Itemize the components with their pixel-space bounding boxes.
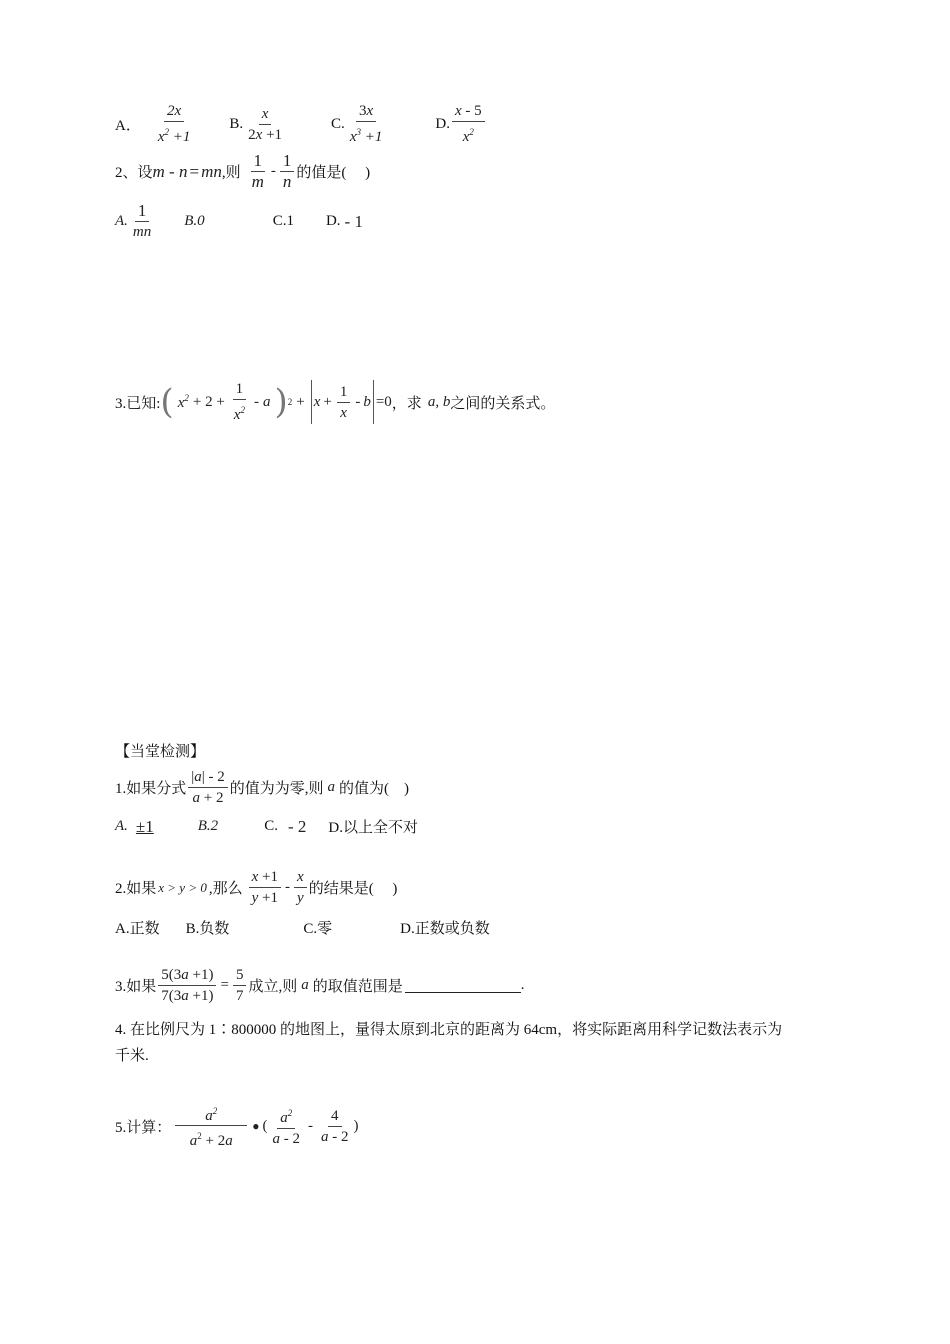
t1-option-c-value: - 2 bbox=[287, 816, 307, 836]
q3-prefix: 3.已知: bbox=[115, 395, 161, 412]
t3-suffix: 的取值范围是 bbox=[312, 979, 403, 995]
t4-line-2: 千米. bbox=[115, 1048, 149, 1064]
t2-mid: ,那么 bbox=[208, 881, 243, 897]
t2-option-a: A.正数 bbox=[115, 921, 160, 937]
t3-fraction-right: $\frac{5}{7}$ bbox=[233, 966, 247, 1005]
t3-end: . bbox=[520, 977, 525, 993]
t2-option-d: D.正数或负数 bbox=[400, 921, 490, 937]
q3-mid: ，求 bbox=[391, 395, 422, 412]
q1-option-d-label: D. bbox=[435, 115, 450, 132]
t1-var: a bbox=[327, 779, 336, 795]
t2-option-b: B.负数 bbox=[185, 921, 230, 937]
q3-stem: 3.已知: ( $x^2$ + 2 + $\frac{1}{x^2}$ - a ) 2 + x + $\frac{1}{x}$ - b =0 ，求 a, b 之间的关系式。 bbox=[115, 381, 556, 423]
q1-option-c-fraction: $\frac{3x}{x^3 +1}$ bbox=[349, 103, 383, 145]
q1-option-c-label: C. bbox=[331, 115, 345, 132]
t1-fraction: $\frac{|a| - 2}{a + 2}$ bbox=[188, 768, 228, 807]
q2-option-b: B.0 bbox=[184, 213, 205, 229]
t5-fraction-2: $\frac{a^2}{a - 2}$ bbox=[270, 1104, 304, 1148]
q2-suffix: 的值是( ) bbox=[296, 165, 371, 181]
t2-prefix: 2.如果 bbox=[115, 881, 157, 897]
q2-option-a-label: A. bbox=[115, 213, 128, 229]
q2-option-c: C.1 bbox=[272, 213, 294, 229]
t5-prefix: 5.计算： bbox=[115, 1119, 172, 1136]
q2-cond-right: mn bbox=[201, 161, 222, 181]
q2-fraction-1-over-n: $\frac{1}{n}$ bbox=[280, 152, 295, 191]
q2-stem: 2、设 m - n = mn ,则 $\frac{1}{m}$ - $\frac{1}{n}$ 的值是( ) bbox=[115, 151, 371, 191]
q2-cond-left: m - n bbox=[152, 161, 188, 181]
section-title: 【当堂检测】 bbox=[115, 744, 206, 760]
t5-fraction-1: $\frac{a^2}{a^2 + 2a}$ bbox=[175, 1102, 247, 1150]
t3-fraction-left: $\frac{5(3a +1)}{7(3a +1)}$ bbox=[158, 966, 216, 1005]
q3-fraction-1-over-x2: $\frac{1}{x^2}$ bbox=[233, 381, 245, 423]
t3-prefix: 3.如果 bbox=[115, 979, 157, 995]
t5-stem: 5.计算： $\frac{a^2}{a^2 + 2a}$ ● ( $\frac{a^2}{a - 2}$ - $\frac{4}{a - 2}$ ) bbox=[115, 1102, 359, 1150]
t1-option-a-value: ±1 bbox=[135, 816, 154, 836]
t1-option-b: B.2 bbox=[197, 818, 219, 834]
q1-option-b-label: B. bbox=[229, 115, 244, 132]
q2-mid: ,则 bbox=[221, 165, 241, 181]
t2-cond: x > y > 0 bbox=[158, 879, 207, 895]
q2-fraction-1-over-m: $\frac{1}{m}$ bbox=[251, 151, 264, 191]
t5-fraction-3: $\frac{4}{a - 2}$ bbox=[321, 1107, 349, 1145]
t1-stem bbox=[115, 768, 409, 807]
q2-option-a-fraction: $\frac{1}{mn}$ bbox=[132, 201, 152, 240]
q2-options-row bbox=[115, 202, 363, 241]
t3-stem: 3.如果 $\frac{5(3a +1)}{7(3a +1)}$ = $\frac{5}{7}$ 成立,则 a 的取值范围是 . bbox=[115, 967, 525, 1004]
t1-option-c-label: C. bbox=[264, 818, 278, 834]
t1-option-a-label: A. bbox=[115, 818, 128, 834]
q3-vars: a, b bbox=[427, 393, 451, 410]
t2-options-row bbox=[115, 917, 490, 938]
t2-fraction-1: $\frac{x +1}{y +1}$ bbox=[249, 868, 281, 907]
t4-line-1: 4. 在比例尺为 1∶800000 的地图上，量得太原到北京的距离为 64cm，将实际距离用科学记数法表示为 bbox=[115, 1022, 783, 1038]
q2-prefix: 2、设 bbox=[115, 165, 153, 181]
q1-option-d-fraction: $\frac{x - 5}{x^2}$ bbox=[452, 102, 485, 146]
q1-option-a-fraction: $\frac{2x}{x^2 +1}$ bbox=[157, 103, 191, 145]
t3-var: a bbox=[301, 977, 309, 993]
t1-prefix: 1.如果分式 bbox=[115, 781, 187, 797]
q3-fraction-1-over-x: $\frac{1}{x}$ bbox=[337, 383, 351, 422]
t3-answer-blank[interactable] bbox=[405, 978, 521, 993]
q1-options-row bbox=[115, 102, 487, 146]
q2-option-d-value: - 1 bbox=[344, 211, 363, 231]
q1-option-a-label: A． bbox=[115, 117, 141, 134]
q2-cond-eq: = bbox=[189, 161, 200, 181]
t2-option-c: C.零 bbox=[303, 921, 333, 937]
t3-mid: 成立,则 bbox=[248, 979, 298, 995]
q1-option-b-fraction: $\frac{x}{2x +1}$ bbox=[248, 105, 283, 143]
t2-suffix: 的结果是( ) bbox=[308, 881, 398, 897]
t1-option-d: D.以上全不对 bbox=[328, 820, 418, 836]
t1-suffix: 的值为( ) bbox=[339, 781, 410, 797]
t1-options-row bbox=[115, 816, 418, 837]
t2-stem: 2.如果 x > y > 0 ,那么 $\frac{x +1}{y +1}$ - $\frac{x}{y}$ 的结果是( ) bbox=[115, 869, 398, 906]
t1-mid: 的值为为零,则 bbox=[229, 781, 324, 797]
q3-suffix: 之间的关系式。 bbox=[450, 395, 556, 412]
q2-option-d-label: D. bbox=[325, 213, 341, 229]
t2-fraction-2: $\frac{x}{y}$ bbox=[294, 868, 307, 907]
